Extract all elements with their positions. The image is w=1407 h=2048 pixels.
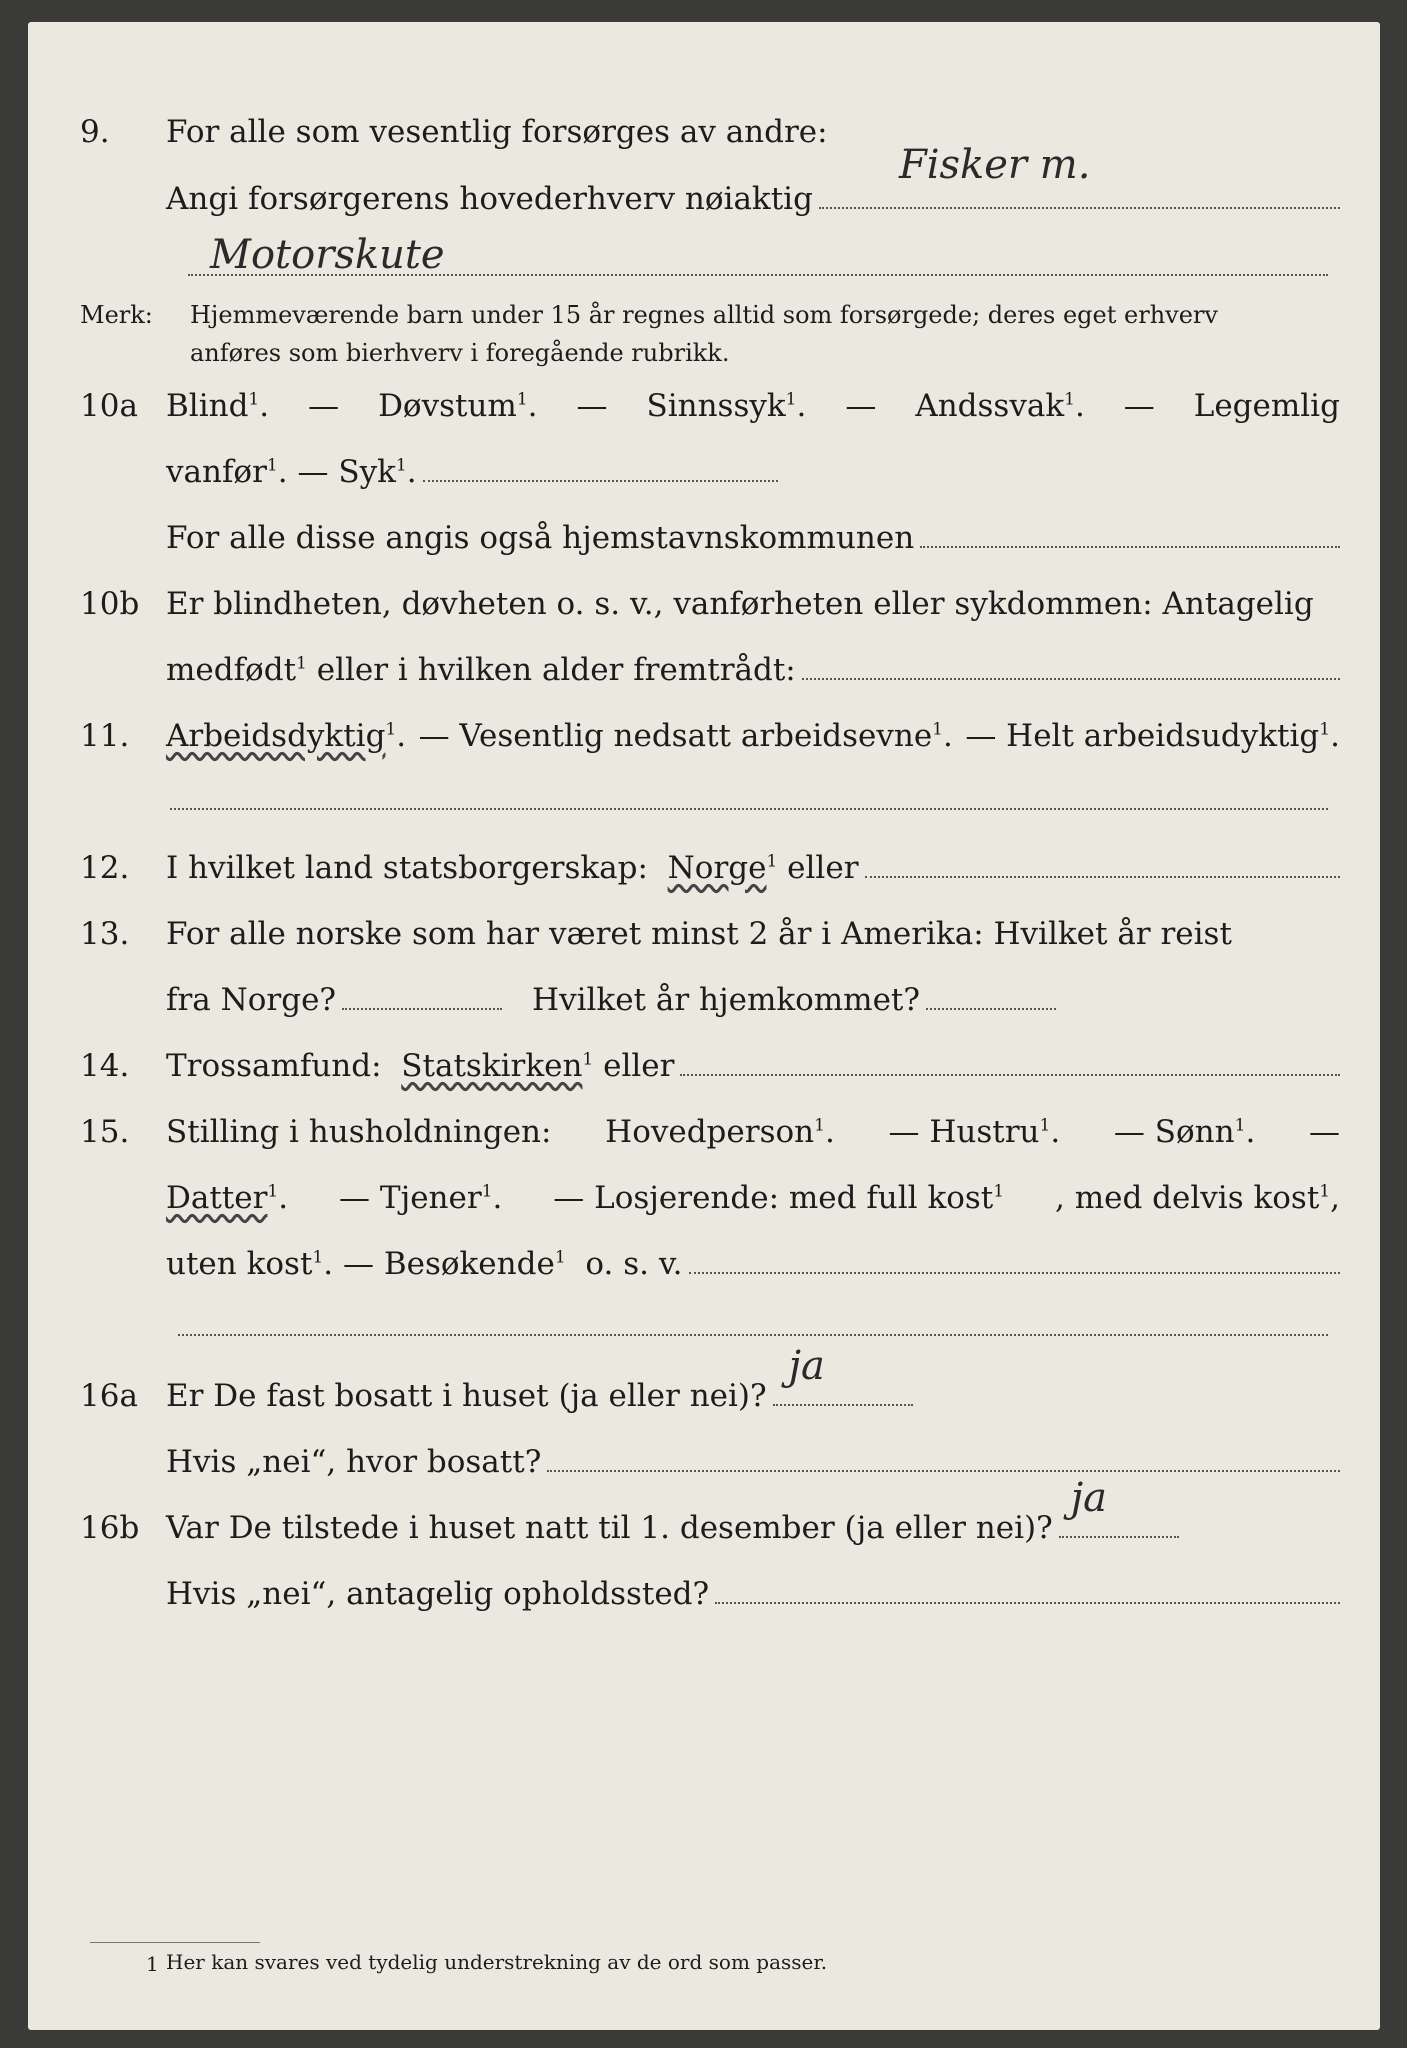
separator: — [1123,388,1155,424]
option-full-kost[interactable]: — Losjerende: med full kost$^1$ [553,1180,1005,1216]
option-uten-kost[interactable]: uten kost$^1$. [166,1246,343,1282]
footnote-rule [90,1942,260,1943]
option-hovedperson[interactable]: Hovedperson$^1$. [605,1114,835,1150]
option-delvis-kost[interactable]: , med delvis kost$^1$, [1055,1180,1340,1216]
q10b-text-1: Er blindheten, døvheten o. s. v., vanførheten eller sykdommen: Antagelig [166,586,1314,622]
option-norge[interactable]: Norge$^1$ [667,850,778,886]
q16b-number: 16b [80,1510,140,1546]
q11-answer-line[interactable] [170,808,1328,810]
q15-osv: o. s. v. [585,1246,683,1282]
statsborgerskap-field[interactable] [865,852,1340,878]
q16a-number: 16a [80,1378,138,1414]
opholdssted-field[interactable] [715,1578,1340,1604]
q14-number: 14. [80,1048,130,1084]
option-hustru[interactable]: — Hustru$^1$. [888,1114,1061,1150]
separator: — [576,388,608,424]
q12-text: I hvilket land statsborgerskap: [166,850,648,886]
q16b-answer-handwriting: ja [1070,1475,1107,1521]
merk-text-2: anføres som bierhverv i foregående rubrikk. [190,339,730,367]
q13-text-1: For alle norske som har været minst 2 år i Amerika: Hvilket år reist [166,916,1232,952]
q10a-text-3: For alle disse angis også hjemstavnskommunen [166,520,915,556]
q10a-syk-field[interactable] [423,456,778,482]
footnote-mark: 1 [146,1952,159,1976]
option-legemlig[interactable]: Legemlig [1193,388,1340,424]
option-sonn[interactable]: — Sønn$^1$. [1113,1114,1256,1150]
q16a-text-2: Hvis „nei“, hvor bosatt? [166,1444,542,1480]
trossamfund-field[interactable] [680,1050,1340,1076]
option-andssvak[interactable]: Andssvak$^1$. [915,388,1085,424]
option-nedsatt-arbeidsevne[interactable]: — Vesentlig nedsatt arbeidsevne$^1$. [418,718,953,754]
hjemstavnskommune-field[interactable] [920,522,1340,548]
q10b-age-field[interactable] [802,654,1340,680]
q9-answer-handwriting-2: Motorskute [210,232,445,278]
q9-text-2: Angi forsørgerens hovederhverv nøiaktig [166,181,813,217]
reist-year-field[interactable] [342,984,502,1010]
option-besokende[interactable]: — Besøkende$^1$ [342,1246,566,1282]
q12-eller: eller [787,850,859,886]
q16a-text-1: Er De fast bosatt i huset (ja eller nei)? [166,1378,767,1414]
q9-number: 9. [80,114,110,150]
q10b-text-2: eller i hvilken alder fremtrådt: [316,652,796,688]
tilstede-answer-field[interactable] [1059,1475,1179,1538]
q10a-options [166,386,1340,426]
merk-label: Merk: [80,301,153,329]
q9-answer-handwriting-1: Fisker m. [898,142,1091,188]
option-arbeidsudyktig[interactable]: — Helt arbeidsudyktig$^1$. [965,718,1340,754]
option-statskirken[interactable]: Statskirken$^1$ [401,1048,594,1084]
option-arbeidsdyktig[interactable]: Arbeidsdyktig$^1$. [166,718,407,754]
q16b-text-2: Hvis „nei“, antagelig opholdssted? [166,1576,710,1612]
q10b-number: 10b [80,586,140,622]
census-form-page [28,22,1380,2030]
q13-text-2b: Hvilket år hjemkommet? [532,982,921,1018]
option-tjener[interactable]: — Tjener$^1$. [339,1180,503,1216]
option-blind[interactable]: Blind$^1$. [166,388,270,424]
q14-text: Trossamfund: [166,1048,382,1084]
footnote-text: Her kan svares ved tydelig understrekning av de ord som passer. [166,1950,828,1974]
q16a-answer-handwriting: ja [788,1343,825,1389]
q15-text-1: Stilling i husholdningen: [166,1114,552,1150]
option-datter[interactable]: Datter$^1$. [166,1180,289,1216]
merk-text-1: Hjemmeværende barn under 15 år regnes alltid som forsørgede; deres eget erhverv [190,301,1218,329]
q11-number: 11. [80,718,130,754]
bosatt-where-field[interactable] [547,1446,1340,1472]
option-vanfor[interactable]: vanfør$^1$. — [166,454,329,490]
stilling-field[interactable] [689,1248,1340,1274]
q10a-number: 10a [80,388,138,424]
q15-answer-line[interactable] [178,1334,1328,1336]
option-syk[interactable]: Syk$^1$. [338,454,417,490]
separator: — [1308,1114,1340,1150]
option-sinnssyk[interactable]: Sinnssyk$^1$. [646,388,807,424]
q9-text-1: For alle som vesentlig forsørges av andre: [166,114,828,150]
q9-answer-field[interactable] [819,142,1340,209]
hjemkommet-year-field[interactable] [926,984,1056,1010]
option-medfodt[interactable]: medfødt$^1$ [166,652,307,688]
q13-number: 13. [80,916,130,952]
separator: — [845,388,877,424]
q12-number: 12. [80,850,130,886]
option-dovstum[interactable]: Døvstum$^1$. [378,388,538,424]
q15-number: 15. [80,1114,130,1150]
separator: — [308,388,340,424]
q16b-text-1: Var De tilstede i huset natt til 1. desember (ja eller nei)? [166,1510,1053,1546]
q14-eller: eller [603,1048,675,1084]
bosatt-answer-field[interactable] [773,1343,913,1406]
q13-text-2a: fra Norge? [166,982,337,1018]
